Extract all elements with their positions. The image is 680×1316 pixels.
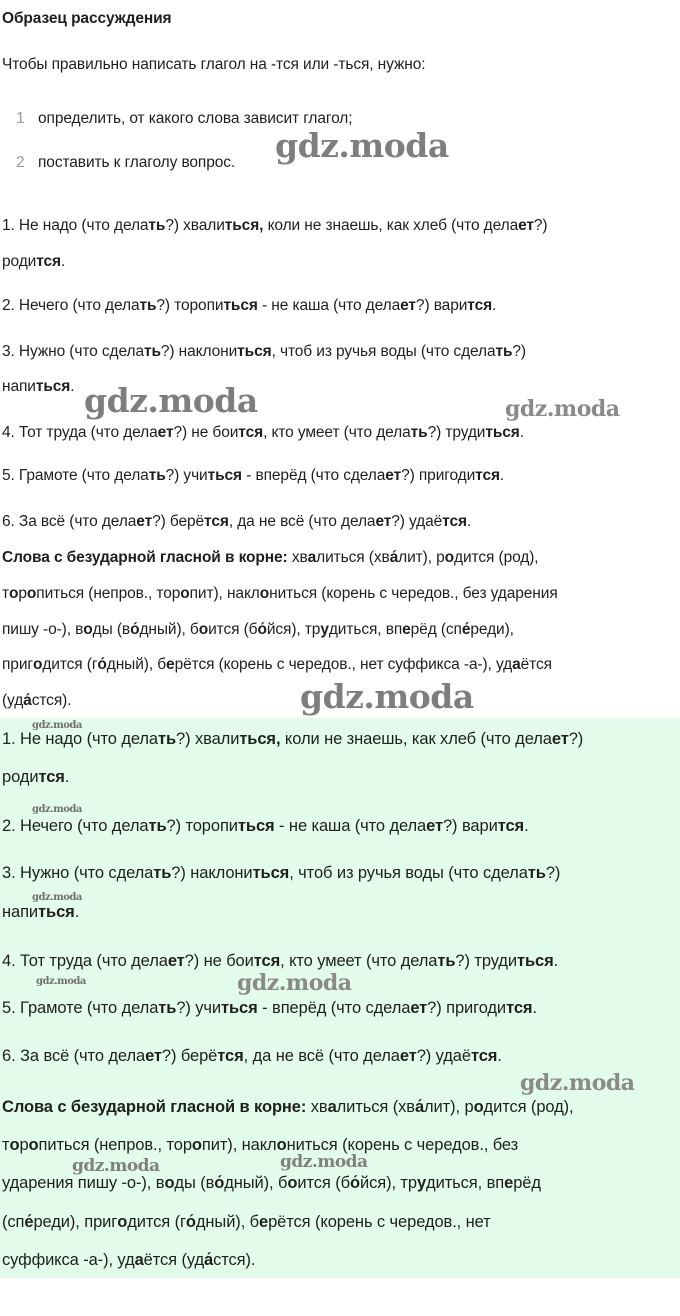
- highlighted-fragment: тся: [238, 424, 264, 441]
- highlighted-fragment: е́: [461, 621, 471, 638]
- text-fragment: ниться (корень с чередов., без ударения: [269, 585, 558, 602]
- example-sentence: [2, 378, 74, 396]
- example-sentence: [2, 730, 583, 749]
- text-fragment: , да не всё (что дела: [243, 1047, 400, 1065]
- text-fragment: ?) торопи: [156, 297, 224, 314]
- text-fragment: т: [2, 1136, 10, 1154]
- text-fragment: приг: [2, 656, 33, 673]
- highlighted-fragment: Слова с безударной гласной в корне:: [2, 1098, 307, 1116]
- highlighted-fragment: а: [327, 1098, 337, 1116]
- highlighted-fragment: тся: [253, 952, 281, 970]
- text-fragment: ниться (корень с чередов., без: [286, 1136, 519, 1154]
- example-sentence: [2, 513, 471, 531]
- text-fragment: 1. Не надо (что дела: [2, 730, 158, 748]
- highlighted-fragment: тся: [467, 297, 493, 314]
- highlighted-fragment: тся: [475, 467, 500, 484]
- text-fragment: ?): [533, 217, 548, 234]
- text-fragment: ётся (уд: [143, 1251, 204, 1269]
- highlighted-fragment: о: [180, 585, 190, 602]
- text-fragment: 3. Нужно (что сдела: [2, 343, 144, 360]
- root-vowels-text: [2, 692, 71, 710]
- text-fragment: дится (г: [42, 656, 98, 673]
- highlighted-fragment: ть: [153, 864, 172, 882]
- text-fragment: (сп: [2, 1213, 25, 1231]
- text-fragment: дный), б: [139, 621, 199, 638]
- highlighted-fragment: ть: [157, 730, 177, 748]
- highlighted-fragment: у: [416, 1174, 427, 1192]
- text-fragment: напи: [2, 378, 36, 395]
- highlighted-fragment: ться: [35, 378, 71, 395]
- text-fragment: хв: [306, 1098, 328, 1116]
- text-fragment: роди: [2, 768, 39, 786]
- text-fragment: 5. Грамоте (что дела: [2, 467, 149, 484]
- highlighted-fragment: о: [32, 656, 43, 673]
- text-fragment: 2. Нечего (что дела: [2, 297, 140, 314]
- text-fragment: р: [19, 1136, 29, 1154]
- watermark-logo: gdz.moda: [237, 970, 352, 996]
- example-sentence: [2, 999, 537, 1018]
- text-fragment: т: [2, 585, 9, 602]
- text-fragment: питься (непров., тор: [38, 1136, 192, 1154]
- highlighted-fragment: тся: [506, 999, 533, 1017]
- highlighted-fragment: а: [134, 1251, 144, 1269]
- highlighted-fragment: о́: [130, 621, 140, 638]
- step-item: [2, 154, 235, 172]
- text-fragment: .: [70, 378, 75, 395]
- highlighted-fragment: ть: [495, 343, 513, 360]
- text-fragment: .: [74, 903, 80, 921]
- text-fragment: ?) хвали: [176, 730, 240, 748]
- highlighted-fragment: ет: [385, 467, 402, 484]
- highlighted-fragment: ет: [426, 817, 443, 835]
- text-fragment: ?) наклони: [160, 343, 238, 360]
- text-fragment: ?) не бои: [184, 952, 254, 970]
- text-fragment: суффикса -а-), уд: [2, 1251, 135, 1269]
- text-fragment: хв: [287, 549, 308, 566]
- text-fragment: ударения пишу -о-), в: [2, 1174, 165, 1192]
- highlighted-fragment: ет: [400, 297, 416, 314]
- highlighted-fragment: о: [9, 585, 19, 602]
- highlighted-fragment: а: [512, 656, 521, 673]
- text-fragment: пит), накл: [201, 1136, 277, 1154]
- text-fragment: ?) труди: [455, 952, 517, 970]
- example-sentence: [2, 253, 65, 271]
- text-fragment: ?) торопи: [166, 817, 238, 835]
- highlighted-fragment: о: [276, 1136, 287, 1154]
- highlighted-fragment: ет: [145, 1047, 162, 1065]
- text-fragment: .: [497, 1047, 502, 1065]
- highlighted-fragment: ться,: [224, 217, 264, 234]
- text-fragment: ?) вари: [442, 817, 498, 835]
- text-fragment: ётся: [520, 656, 552, 673]
- text-fragment: .: [64, 768, 70, 786]
- highlighted-fragment: ет: [518, 217, 534, 234]
- text-fragment: , чтоб из ручья воды (что сдела: [289, 864, 528, 882]
- text-fragment: йся), тр: [266, 621, 321, 638]
- highlighted-fragment: а́: [414, 1098, 425, 1116]
- highlighted-fragment: о: [9, 1136, 20, 1154]
- root-vowels-text: [2, 585, 558, 603]
- text-fragment: ?): [545, 864, 561, 882]
- text-fragment: коли не знаешь, как хлеб (что дела: [280, 730, 552, 748]
- text-fragment: .: [499, 467, 505, 484]
- text-fragment: , чтоб из ручья воды (что сдела: [271, 343, 496, 360]
- text-fragment: дится (г: [127, 1213, 186, 1231]
- text-fragment: (уд: [2, 692, 24, 709]
- text-fragment: 1. Не надо (что дела: [2, 217, 149, 234]
- text-fragment: - не каша (что дела: [274, 817, 427, 835]
- text-fragment: рёд: [513, 1174, 541, 1192]
- text-fragment: - не каша (что дела: [257, 297, 401, 314]
- highlighted-fragment: о: [83, 621, 93, 638]
- highlighted-fragment: ть: [148, 467, 166, 484]
- highlighted-fragment: ть: [158, 999, 177, 1017]
- highlighted-fragment: ет: [167, 952, 185, 970]
- section-heading: Образец рассуждения: [2, 10, 172, 27]
- highlighted-fragment: о: [117, 1213, 128, 1231]
- highlighted-fragment: ет: [551, 730, 569, 748]
- example-sentence: [2, 768, 69, 787]
- highlighted-fragment: о: [473, 1098, 484, 1116]
- text-fragment: ды (в: [92, 621, 131, 638]
- text-fragment: ?) удаё: [416, 1047, 471, 1065]
- watermark-logo: gdz.moda: [32, 892, 82, 903]
- step-text: поставить к глаголу вопрос.: [38, 154, 236, 171]
- example-sentence: [2, 217, 548, 235]
- highlighted-fragment: о: [164, 1174, 175, 1192]
- example-sentence: [2, 864, 560, 883]
- text-fragment: литься (хв: [316, 549, 390, 566]
- text-fragment: 6. За всё (что дела: [2, 1047, 146, 1065]
- text-fragment: коли не знаешь, как хлеб (что дела: [263, 217, 519, 234]
- highlighted-fragment: ть: [410, 424, 428, 441]
- watermark-logo: gdz.moda: [505, 396, 620, 422]
- text-fragment: лит), р: [398, 549, 445, 566]
- highlighted-fragment: о: [259, 585, 270, 602]
- text-fragment: 4. Тот труда (что дела: [2, 424, 158, 441]
- text-fragment: ?) пригоди: [427, 999, 507, 1017]
- highlighted-fragment: ться: [237, 343, 272, 360]
- root-vowels-text: [2, 1174, 541, 1193]
- text-fragment: ?) учи: [165, 467, 208, 484]
- text-fragment: дится (род),: [483, 1098, 574, 1116]
- text-fragment: 4. Тот труда (что дела: [2, 952, 168, 970]
- root-vowels-text: [2, 1213, 491, 1232]
- highlighted-fragment: ться: [223, 297, 258, 314]
- text-fragment: ?) хвали: [165, 217, 225, 234]
- text-fragment: напи: [2, 903, 39, 921]
- text-fragment: литься (хв: [336, 1098, 415, 1116]
- highlighted-fragment: о: [198, 621, 209, 638]
- highlighted-fragment: о́: [257, 621, 267, 638]
- root-vowels-text: [2, 621, 514, 639]
- watermark-logo: gdz.moda: [300, 677, 474, 716]
- text-fragment: диться, вп: [426, 1174, 505, 1192]
- root-vowels-text: [2, 549, 539, 567]
- text-fragment: , кто умеет (что дела: [280, 952, 438, 970]
- highlighted-fragment: ться: [516, 952, 554, 970]
- text-fragment: .: [519, 424, 524, 441]
- text-fragment: ды (в: [174, 1174, 215, 1192]
- text-fragment: дится (род),: [454, 549, 539, 566]
- watermark-logo: gdz.moda: [36, 976, 86, 987]
- step-number: 2: [16, 154, 25, 171]
- highlighted-fragment: ет: [375, 513, 392, 530]
- text-fragment: йся), тр: [359, 1174, 417, 1192]
- highlighted-fragment: ться: [221, 999, 258, 1017]
- text-fragment: рётся (корень с чередов., нет: [268, 1213, 491, 1231]
- text-fragment: .: [524, 817, 529, 835]
- root-vowels-text: [2, 1136, 518, 1155]
- highlighted-fragment: а: [307, 549, 317, 566]
- example-sentence: [2, 297, 496, 315]
- text-fragment: 2. Нечего (что дела: [2, 817, 149, 835]
- text-fragment: ?): [512, 343, 526, 360]
- highlighted-fragment: тся: [36, 253, 61, 270]
- text-fragment: пит), накл: [189, 585, 260, 602]
- text-fragment: рёд (сп: [410, 621, 462, 638]
- text-fragment: пишу -о-), в: [2, 621, 84, 638]
- highlighted-fragment: а́: [203, 1251, 214, 1269]
- text-fragment: лит), р: [424, 1098, 474, 1116]
- step-number: 1: [16, 110, 25, 127]
- text-fragment: ?) пригоди: [401, 467, 476, 484]
- highlighted-fragment: тся: [217, 1047, 244, 1065]
- highlighted-fragment: о: [287, 1174, 298, 1192]
- root-vowels-text: [2, 1098, 574, 1117]
- example-sentence: [2, 467, 504, 485]
- highlighted-fragment: ет: [157, 424, 174, 441]
- text-fragment: ится (б: [208, 621, 258, 638]
- example-sentence: [2, 817, 529, 836]
- text-fragment: стся).: [213, 1251, 256, 1269]
- highlighted-fragment: ться: [252, 864, 290, 882]
- highlighted-fragment: ть: [527, 864, 546, 882]
- highlighted-fragment: е: [402, 621, 411, 638]
- step-text: определить, от какого слова зависит глагол;: [38, 110, 353, 127]
- text-fragment: ?) наклони: [171, 864, 253, 882]
- text-fragment: , кто умеет (что дела: [263, 424, 411, 441]
- highlighted-fragment: е: [504, 1174, 514, 1192]
- highlighted-fragment: у: [320, 621, 329, 638]
- watermark-logo: gdz.moda: [32, 804, 82, 815]
- text-fragment: - вперёд (что сдела: [257, 999, 411, 1017]
- text-fragment: диться, вп: [328, 621, 403, 638]
- highlighted-fragment: о: [444, 549, 455, 566]
- highlighted-fragment: о́: [97, 656, 107, 673]
- highlighted-fragment: ет: [410, 999, 428, 1017]
- text-fragment: ?) удаё: [391, 513, 443, 530]
- text-fragment: дный), б: [195, 1213, 260, 1231]
- highlighted-fragment: Слова с безударной гласной в корне:: [2, 549, 288, 566]
- text-fragment: .: [532, 999, 537, 1017]
- text-fragment: ?): [568, 730, 584, 748]
- highlighted-fragment: о́: [214, 1174, 225, 1192]
- text-fragment: , да не всё (что дела: [228, 513, 376, 530]
- watermark-logo: gdz.moda: [84, 381, 258, 420]
- highlighted-fragment: тся: [442, 513, 467, 530]
- text-fragment: роди: [2, 253, 37, 270]
- example-sentence: [2, 952, 558, 971]
- text-fragment: .: [466, 513, 472, 530]
- answer-section: [0, 718, 680, 1278]
- highlighted-fragment: а́: [389, 549, 399, 566]
- highlighted-fragment: ться: [207, 467, 242, 484]
- highlighted-fragment: ться: [237, 817, 275, 835]
- text-fragment: 5. Грамоте (что дела: [2, 999, 159, 1017]
- highlighted-fragment: ться,: [239, 730, 281, 748]
- text-fragment: дный), б: [106, 656, 167, 673]
- highlighted-fragment: о: [28, 1136, 39, 1154]
- text-fragment: реди),: [470, 621, 514, 638]
- watermark-logo: gdz.moda: [280, 1152, 368, 1172]
- highlighted-fragment: тся: [38, 768, 65, 786]
- highlighted-fragment: ет: [399, 1047, 417, 1065]
- text-fragment: ится (б: [297, 1174, 350, 1192]
- highlighted-fragment: ться: [485, 424, 520, 441]
- highlighted-fragment: ть: [143, 343, 161, 360]
- watermark-logo: gdz.moda: [520, 1070, 635, 1096]
- text-fragment: стся).: [31, 692, 72, 709]
- highlighted-fragment: о: [191, 1136, 202, 1154]
- text-fragment: реди), приг: [33, 1213, 118, 1231]
- watermark-logo: gdz.moda: [275, 126, 449, 165]
- text-fragment: ?) учи: [176, 999, 222, 1017]
- highlighted-fragment: ть: [139, 297, 157, 314]
- text-fragment: 3. Нужно (что сдела: [2, 864, 154, 882]
- highlighted-fragment: е́: [24, 1213, 34, 1231]
- watermark-logo: gdz.moda: [32, 720, 82, 731]
- text-fragment: дный), б: [224, 1174, 288, 1192]
- root-vowels-text: [2, 1251, 255, 1270]
- text-fragment: р: [18, 585, 27, 602]
- text-fragment: .: [492, 297, 497, 314]
- example-sentence: [2, 903, 79, 922]
- highlighted-fragment: о: [26, 585, 37, 602]
- highlighted-fragment: ться: [38, 903, 75, 921]
- highlighted-fragment: тся: [204, 513, 229, 530]
- highlighted-fragment: о́: [185, 1213, 196, 1231]
- text-fragment: ?) труди: [427, 424, 486, 441]
- text-fragment: - вперёд (что сдела: [242, 467, 386, 484]
- highlighted-fragment: е: [259, 1213, 269, 1231]
- text-fragment: питься (непров., тор: [36, 585, 181, 602]
- text-fragment: .: [60, 253, 66, 270]
- text-fragment: .: [553, 952, 559, 970]
- root-vowels-text: [2, 656, 552, 674]
- text-fragment: ?) берё: [152, 513, 205, 530]
- highlighted-fragment: тся: [497, 817, 525, 835]
- example-sentence: [2, 424, 524, 442]
- highlighted-fragment: ть: [148, 217, 166, 234]
- step-item: [2, 110, 352, 128]
- text-fragment: рётся (корень с чередов., нет суффикса -а-), уд: [174, 656, 513, 673]
- text-fragment: ?) вари: [415, 297, 468, 314]
- highlighted-fragment: ть: [148, 817, 167, 835]
- highlighted-fragment: ет: [136, 513, 153, 530]
- example-sentence: [2, 1047, 502, 1066]
- text-fragment: ?) берё: [161, 1047, 218, 1065]
- watermark-logo: gdz.moda: [72, 1156, 160, 1176]
- intro-text: Чтобы правильно написать глагол на -тся или -ться, нужно:: [2, 56, 426, 73]
- text-fragment: ?) не бои: [173, 424, 239, 441]
- example-sentence: [2, 343, 526, 361]
- highlighted-fragment: ть: [437, 952, 456, 970]
- highlighted-fragment: а́: [23, 692, 32, 709]
- text-fragment: 6. За всё (что дела: [2, 513, 137, 530]
- highlighted-fragment: о́: [349, 1174, 360, 1192]
- highlighted-fragment: е: [166, 656, 175, 673]
- highlighted-fragment: тся: [470, 1047, 498, 1065]
